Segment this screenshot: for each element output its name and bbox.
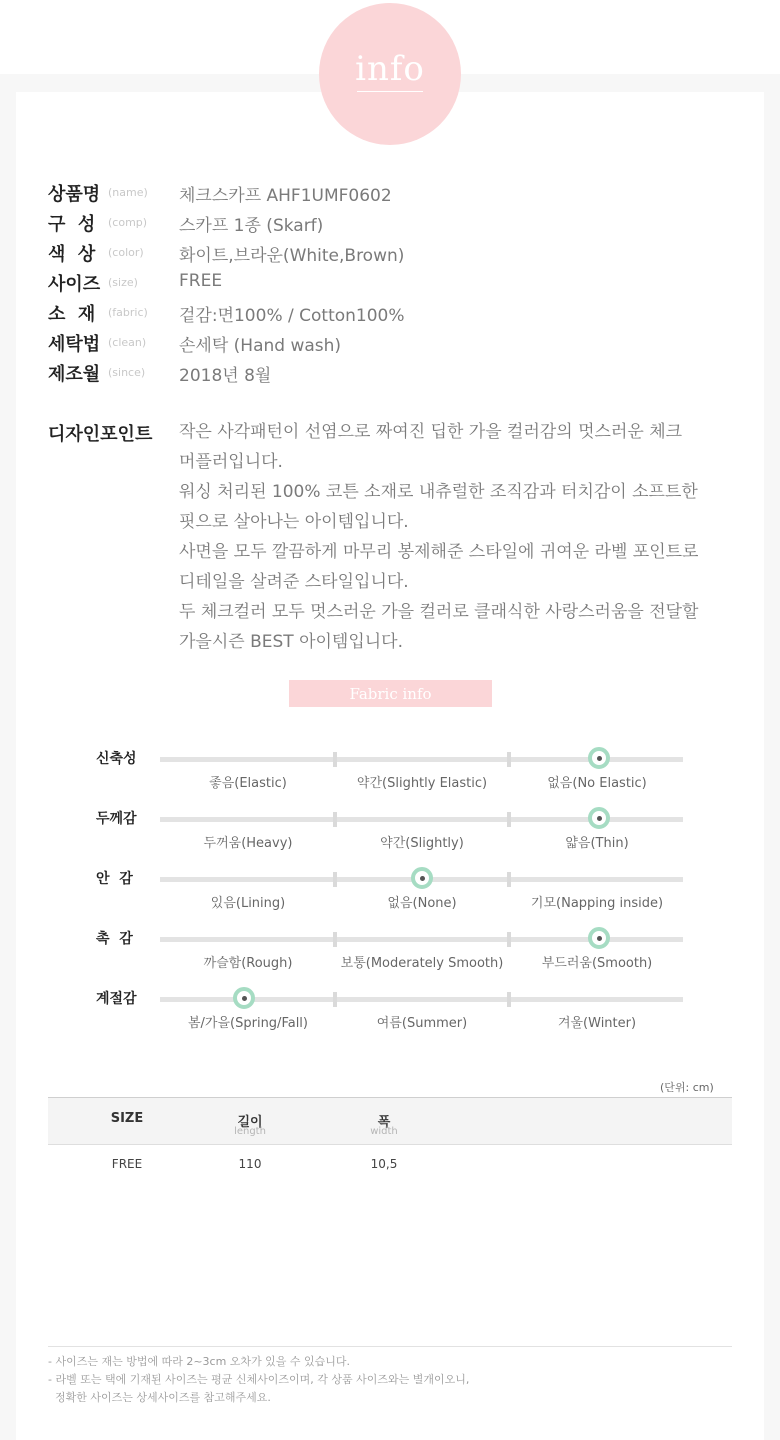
fabric-option: 없음(None) bbox=[387, 896, 457, 911]
fabric-option: 여름(Summer) bbox=[376, 1016, 468, 1031]
fabric-row bbox=[0, 991, 780, 1057]
spec-value: 겉감:면100% / Cotton100% bbox=[179, 306, 405, 326]
spec-row-since bbox=[48, 360, 748, 390]
width-header-sub: width bbox=[370, 1126, 398, 1137]
info-badge-text: info bbox=[355, 49, 425, 89]
fabric-option: 보통(Moderately Smooth) bbox=[340, 956, 504, 971]
width-header: 폭 bbox=[377, 1115, 391, 1130]
fabric-info-title: Fabric info bbox=[289, 680, 492, 707]
scale-marker bbox=[588, 747, 610, 769]
length-cell: 110 bbox=[238, 1157, 262, 1171]
size-unit: (단위: cm) bbox=[660, 1081, 714, 1094]
spec-label: 색 상 bbox=[48, 244, 96, 265]
fabric-option: 얇음(Thin) bbox=[565, 836, 629, 851]
scale-marker bbox=[411, 867, 433, 889]
scale-tick bbox=[507, 992, 511, 1007]
fabric-scale-track bbox=[160, 757, 683, 762]
size-note: - 라벨 또는 택에 기재된 사이즈는 평균 신체사이즈이며, 각 상품 사이즈와는 별개이오니, bbox=[48, 1373, 470, 1386]
scale-tick bbox=[333, 752, 337, 767]
spec-row-fabric bbox=[48, 300, 748, 330]
design-line: 워싱 처리된 100% 코튼 소재로 내츄럴한 조직감과 터치감이 소프트한 bbox=[179, 482, 698, 502]
scale-marker bbox=[233, 987, 255, 1009]
spec-sub: (color) bbox=[108, 246, 144, 259]
size-note: 정확한 사이즈는 상세사이즈를 참고해주세요. bbox=[48, 1391, 271, 1404]
fabric-row-label: 신축성 bbox=[96, 751, 137, 767]
design-line: 작은 사각패턴이 선염으로 짜여진 딥한 가을 컬러감의 멋스러운 체크 bbox=[179, 422, 683, 442]
scale-tick bbox=[333, 932, 337, 947]
design-line: 핏으로 살아나는 아이템입니다. bbox=[179, 512, 409, 532]
spec-sub: (since) bbox=[108, 366, 146, 379]
design-line: 머플러입니다. bbox=[179, 452, 283, 472]
spec-value: 2018년 8월 bbox=[179, 366, 272, 386]
fabric-option: 까슬함(Rough) bbox=[203, 956, 293, 971]
fabric-scale-track bbox=[160, 997, 683, 1002]
spec-label: 제조월 bbox=[48, 364, 101, 385]
fabric-option: 봄/가을(Spring/Fall) bbox=[187, 1016, 308, 1031]
length-header-sub: length bbox=[234, 1126, 266, 1137]
spec-sub: (size) bbox=[108, 276, 138, 289]
spec-sub: (comp) bbox=[108, 216, 148, 229]
scale-tick bbox=[507, 812, 511, 827]
design-point-label: 디자인포인트 bbox=[48, 424, 153, 445]
scale-tick bbox=[507, 872, 511, 887]
spec-row-size bbox=[48, 270, 748, 300]
spec-value: 손세탁 (Hand wash) bbox=[179, 336, 342, 356]
design-line: 가을시즌 BEST 아이템입니다. bbox=[179, 632, 404, 652]
fabric-row-label: 안 감 bbox=[96, 871, 133, 887]
fabric-row-label: 두께감 bbox=[96, 811, 137, 827]
length-header: 길이 bbox=[237, 1115, 263, 1130]
spec-label: 사이즈 bbox=[48, 274, 101, 295]
fabric-option: 기모(Napping inside) bbox=[530, 896, 664, 911]
design-line: 사면을 모두 깔끔하게 마무리 봉제해준 스타일에 귀여운 라벨 포인트로 bbox=[179, 542, 699, 562]
info-badge bbox=[319, 3, 461, 145]
spec-sub: (name) bbox=[108, 186, 148, 199]
fabric-option: 있음(Lining) bbox=[210, 896, 286, 911]
fabric-option: 부드러움(Smooth) bbox=[541, 956, 653, 971]
spec-label: 상품명 bbox=[48, 184, 101, 205]
spec-sub: (fabric) bbox=[108, 306, 148, 319]
fabric-option: 겨울(Winter) bbox=[557, 1016, 637, 1031]
scale-marker bbox=[588, 807, 610, 829]
spec-row-name bbox=[48, 180, 748, 210]
fabric-row-label: 계절감 bbox=[96, 991, 137, 1007]
spec-sub: (clean) bbox=[108, 336, 147, 349]
scale-tick bbox=[333, 992, 337, 1007]
spec-value: FREE bbox=[179, 271, 223, 291]
scale-tick bbox=[507, 932, 511, 947]
info-badge-underline bbox=[357, 91, 423, 92]
spec-value: 화이트,브라운(White,Brown) bbox=[179, 246, 405, 266]
size-note: - 사이즈는 재는 방법에 따라 2~3cm 오차가 있을 수 있습니다. bbox=[48, 1355, 351, 1368]
spec-label: 소 재 bbox=[48, 304, 96, 325]
notes-divider bbox=[48, 1346, 732, 1347]
fabric-option: 두꺼움(Heavy) bbox=[203, 836, 293, 851]
scale-tick bbox=[333, 872, 337, 887]
spec-row-color bbox=[48, 240, 748, 270]
fabric-scale-track bbox=[160, 937, 683, 942]
spec-value: 체크스카프 AHF1UMF0602 bbox=[179, 186, 392, 206]
scale-tick bbox=[333, 812, 337, 827]
design-line: 디테일을 살려준 스타일입니다. bbox=[179, 572, 409, 592]
fabric-scale-track bbox=[160, 877, 683, 882]
fabric-option: 없음(No Elastic) bbox=[547, 776, 647, 791]
spec-value: 스카프 1종 (Skarf) bbox=[179, 216, 324, 236]
size-cell: FREE bbox=[111, 1157, 143, 1171]
size-table-header bbox=[48, 1097, 732, 1145]
width-cell: 10,5 bbox=[370, 1157, 398, 1171]
scale-marker bbox=[588, 927, 610, 949]
fabric-row-label: 촉 감 bbox=[96, 931, 133, 947]
spec-row-comp bbox=[48, 210, 748, 240]
scale-tick bbox=[507, 752, 511, 767]
size-header: SIZE bbox=[110, 1111, 144, 1126]
design-line: 두 체크컬러 모두 멋스러운 가을 컬러로 클래식한 사랑스러움을 전달할 bbox=[179, 602, 699, 622]
fabric-option: 좋음(Elastic) bbox=[209, 776, 287, 791]
spec-row-clean bbox=[48, 330, 748, 360]
fabric-scale-track bbox=[160, 817, 683, 822]
fabric-option: 약간(Slightly) bbox=[380, 836, 464, 851]
fabric-option: 약간(Slightly Elastic) bbox=[356, 776, 488, 791]
spec-label: 구 성 bbox=[48, 214, 96, 235]
spec-label: 세탁법 bbox=[48, 334, 101, 355]
design-point-text bbox=[179, 417, 749, 657]
